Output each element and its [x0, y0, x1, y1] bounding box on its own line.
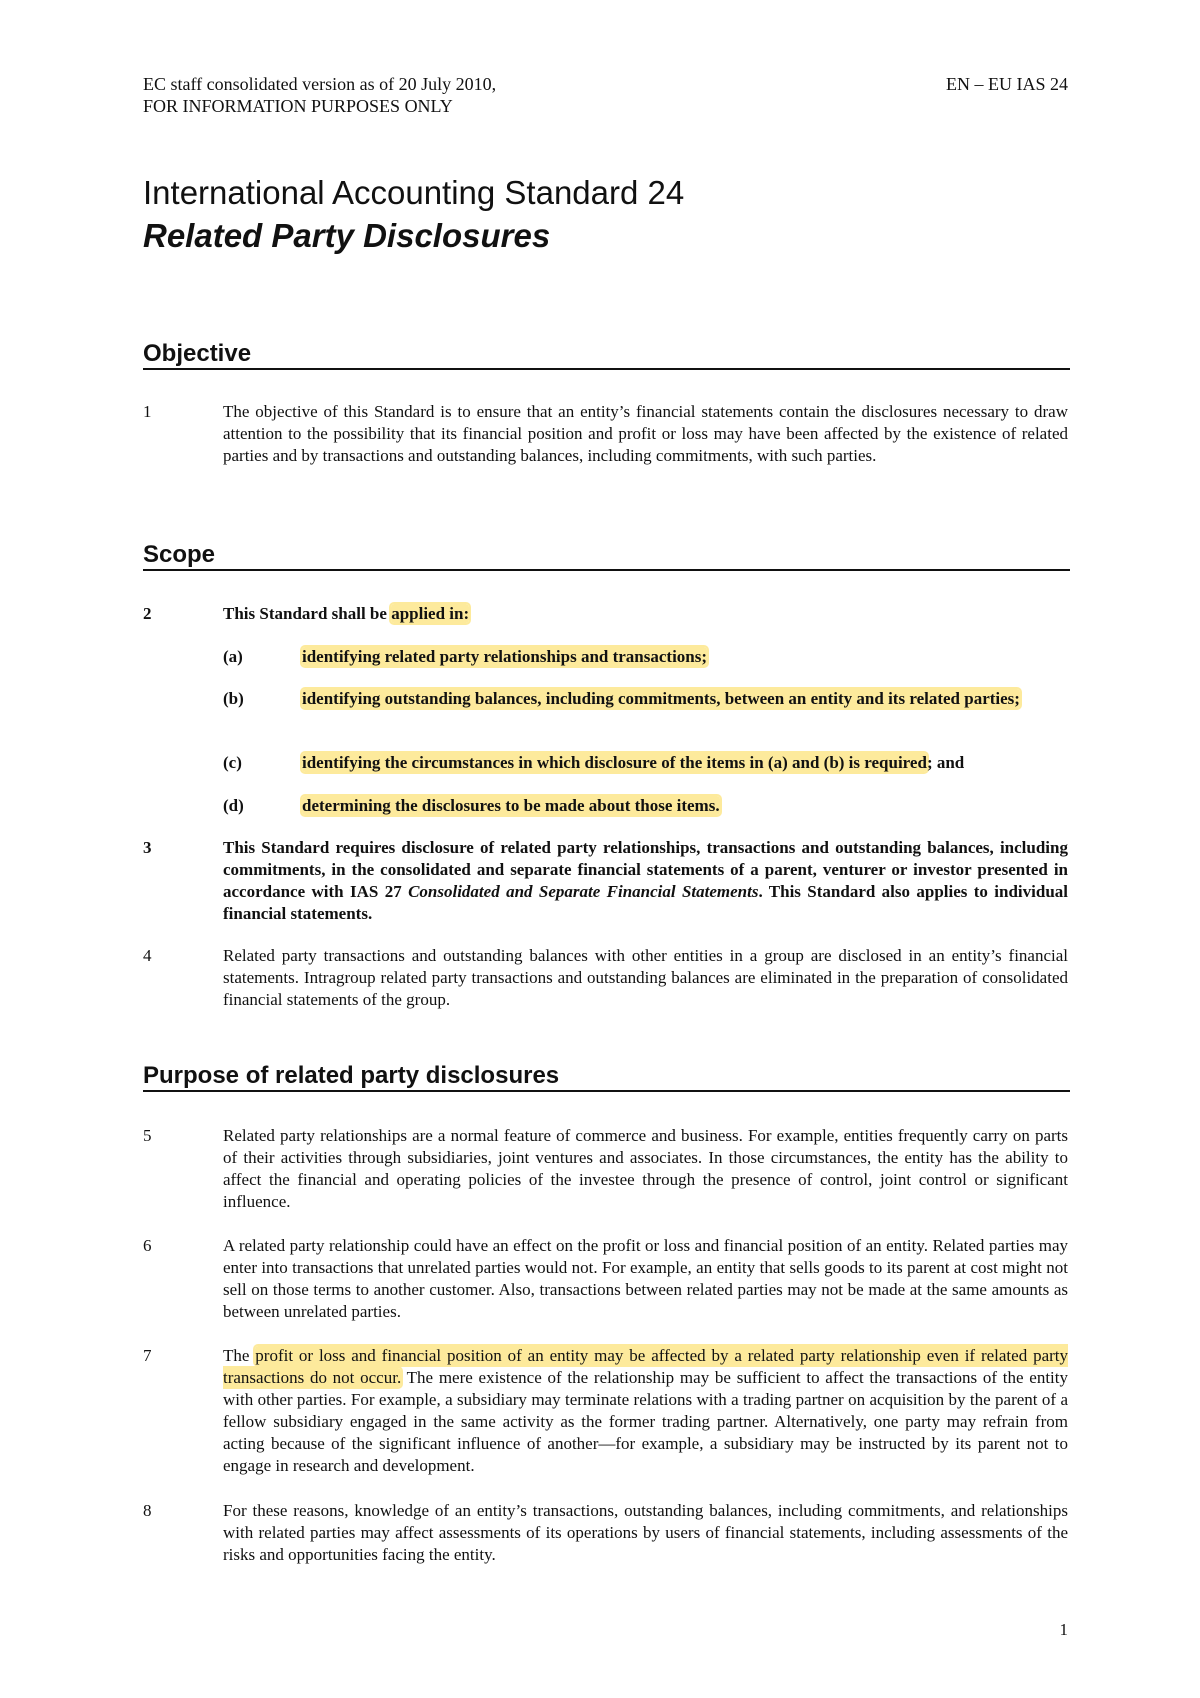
para-number: 7	[143, 1346, 152, 1365]
highlighted-text: identifying outstanding balances, including commitments, between an entity and its related parties;	[302, 689, 1020, 708]
highlighted-text: profit or loss and financial position of an entity may be affected by a related party relationship even if related party transactions do not occur.	[223, 1346, 1068, 1387]
section-rule	[143, 569, 1070, 571]
list-item-c	[302, 752, 1068, 774]
highlighted-text: identifying the circumstances in which disclosure of the items in (a) and (b) is required	[302, 753, 927, 772]
para-number: 5	[143, 1126, 152, 1145]
paragraph-1: The objective of this Standard is to ensure that an entity’s financial statements contain the disclosures necessary to draw attention to the possibility that its financial position and profit or loss may have been affected by the existence of related parties and by transactions and outstanding balances, including commitments, with such parties.	[223, 402, 1068, 465]
para-number: 3	[143, 838, 152, 857]
para-number: 2	[143, 604, 152, 623]
para-number: 4	[143, 946, 152, 965]
header-left-line1: EC staff consolidated version as of 20 July 2010,	[143, 74, 497, 94]
highlighted-text: determining the disclosures to be made about those items.	[302, 796, 720, 815]
para-number: 8	[143, 1501, 152, 1520]
highlighted-text: identifying related party relationships and transactions;	[302, 647, 708, 666]
header-right: EN – EU IAS 24	[946, 74, 1068, 94]
paragraph-7-lead: The	[223, 1346, 256, 1365]
list-item-d	[302, 795, 1068, 817]
item-label: (a)	[223, 647, 243, 666]
paragraph-8: For these reasons, knowledge of an entity’s transactions, outstanding balances, including commitments, and relationships with related parties may affect assessments of its operations by users of financial statements, including assessments of the risks and opportunities facing the entity.	[223, 1501, 1068, 1564]
paragraph-3-text: This Standard requires disclosure of related party relationships, transactions and outstanding balances, including commitments, in the consolidated and separate financial statements of a parent, venturer or investor presented in accordance with IAS 27	[223, 838, 1068, 901]
section-heading-purpose: Purpose of related party disclosures	[143, 1062, 560, 1089]
paragraph-3-tail: . This Standard also applies to individual financial statements.	[223, 882, 1069, 923]
paragraph-2	[223, 603, 1068, 625]
document-title: International Accounting Standard 24	[143, 174, 685, 211]
paragraph-2-text: This Standard shall be	[223, 604, 392, 623]
section-rule	[143, 368, 1070, 370]
item-label: (c)	[223, 753, 242, 772]
standard-reference: Consolidated and Separate Financial Statements	[408, 882, 759, 901]
document-subtitle: Related Party Disclosures	[143, 217, 551, 254]
list-item-b	[302, 688, 1068, 710]
page-number: 1	[1059, 1620, 1068, 1639]
section-heading-scope: Scope	[143, 541, 216, 568]
list-item-a	[302, 646, 1068, 668]
paragraph-7-text: The mere existence of the relationship may be sufficient to affect the transactions of the entity with other parties. For example, a subsidiary may terminate relations with a trading partner on acquisition by the parent of a fellow subsidiary engaged in the same activity as the former trading partner. Alternatively, one party may refrain from acting because of the significant influence of another—for example, a subsidiary may be instructed by its parent not to engage in research and development.	[223, 1368, 1068, 1475]
item-label: (d)	[223, 796, 244, 815]
paragraph-4: Related party transactions and outstanding balances with other entities in a group are disclosed in an entity’s financial statements. Intragroup related party transactions and outstanding balances are eliminated in the preparation of consolidated financial statements of the group.	[223, 946, 1068, 1009]
header-left-line2: FOR INFORMATION PURPOSES ONLY	[143, 96, 453, 116]
item-label: (b)	[223, 689, 244, 708]
paragraph-5: Related party relationships are a normal feature of commerce and business. For example, entities frequently carry on parts of their activities through subsidiaries, joint ventures and associates. In those circumstances, the entity has the ability to affect the financial and operating policies of the investee through the presence of control, joint control or significant influence.	[223, 1126, 1068, 1211]
list-item-c-tail: ; and	[926, 753, 965, 772]
paragraph-7	[223, 1345, 1068, 1477]
paragraph-6: A related party relationship could have an effect on the profit or loss and financial position of an entity. Related parties may enter into transactions that unrelated parties would not. For example, an entity that sells goods to its parent at cost might not sell on those terms to another customer. Also, transactions between related parties may not be made at the same amounts as between unrelated parties.	[223, 1236, 1068, 1321]
paragraph-3	[223, 837, 1068, 925]
highlighted-text: applied in:	[391, 604, 470, 623]
section-rule	[143, 1090, 1070, 1092]
para-number: 1	[143, 402, 152, 421]
para-number: 6	[143, 1236, 152, 1255]
section-heading-objective: Objective	[143, 340, 252, 367]
